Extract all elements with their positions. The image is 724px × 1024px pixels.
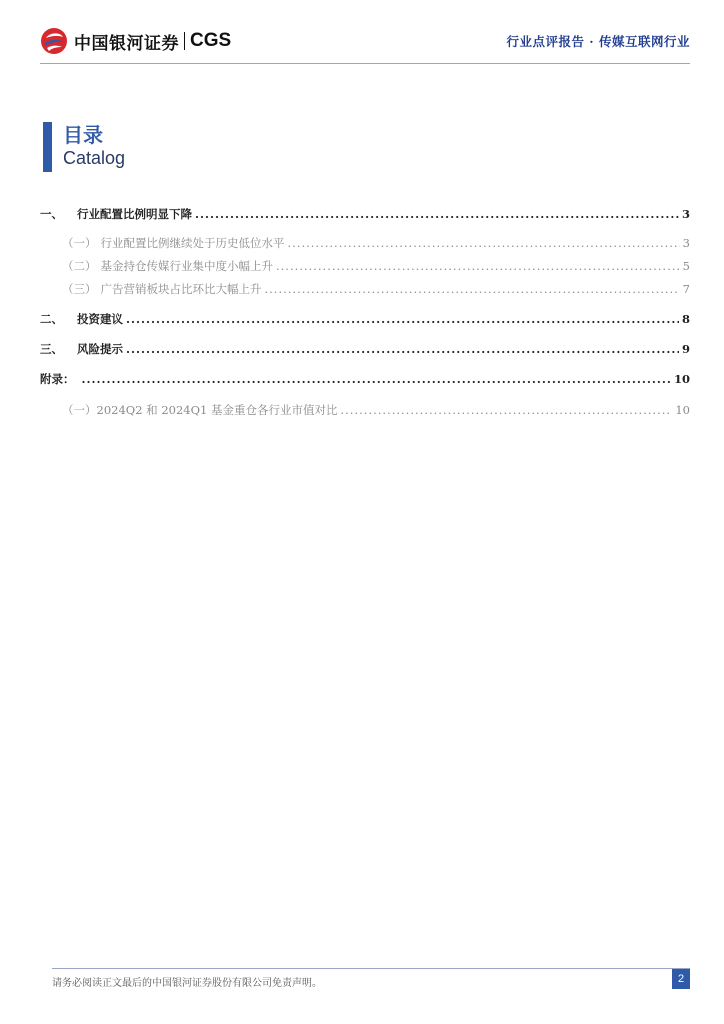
toc-entry[interactable]: [40, 235, 690, 251]
logo-separator: [184, 32, 185, 50]
toc-number: （一）: [62, 403, 97, 417]
toc-entry[interactable]: [40, 281, 690, 297]
toc-entry[interactable]: [40, 258, 690, 274]
toc-leader: [82, 372, 671, 386]
toc-title: 2024Q2 和 2024Q1 基金重仓各行业市值对比: [96, 403, 338, 417]
toc-leader: [195, 207, 679, 221]
toc-entry[interactable]: [40, 402, 690, 418]
toc-number: 二、: [40, 312, 63, 326]
toc-leader: [288, 236, 680, 250]
toc-title: 风险提示: [77, 342, 123, 356]
toc-entry[interactable]: [40, 341, 690, 357]
toc-number: （三）: [62, 282, 97, 296]
toc-entry[interactable]: [40, 311, 690, 327]
catalog-accent-bar: [43, 122, 52, 172]
report-type-label: 行业点评报告 · 传媒互联网行业: [506, 34, 690, 49]
toc-page: 5: [682, 259, 690, 273]
toc-page: 9: [681, 342, 690, 356]
toc-title: 基金持仓传媒行业集中度小幅上升: [100, 259, 273, 273]
toc-leader: [276, 259, 680, 273]
logo-english-text: CGS: [190, 30, 232, 51]
toc-leader: [341, 403, 673, 417]
toc-page: 3: [681, 207, 690, 221]
company-logo: [40, 26, 231, 56]
toc-number: （二）: [62, 259, 97, 273]
toc-leader: [126, 342, 679, 356]
toc-number: 三、: [40, 342, 63, 356]
toc-page: 10: [675, 403, 690, 417]
toc-number: 一、: [40, 207, 63, 221]
page-number-badge: 2: [672, 969, 690, 989]
toc-number: 附录：: [40, 372, 75, 386]
footer-disclaimer: 请务必阅读正文最后的中国银河证券股份有限公司免责声明。: [52, 978, 322, 989]
footer-divider: [52, 968, 690, 969]
catalog-title: 目录: [63, 123, 103, 147]
toc-page: 10: [673, 372, 690, 386]
toc-entry[interactable]: [40, 206, 690, 222]
logo-chinese-text: 中国银河证券: [74, 33, 179, 54]
toc-title: 投资建议: [77, 312, 123, 326]
toc-entry[interactable]: [40, 371, 690, 387]
toc-number: （一）: [62, 236, 97, 250]
toc-page: 7: [682, 282, 690, 296]
toc-title: 行业配置比例继续处于历史低位水平: [100, 236, 285, 250]
toc-leader: [126, 312, 679, 326]
toc-title: 行业配置比例明显下降: [77, 207, 192, 221]
toc-page: 8: [681, 312, 690, 326]
header-divider: [40, 63, 690, 64]
catalog-subtitle: Catalog: [63, 148, 126, 168]
toc-title: 广告营销板块占比环比大幅上升: [100, 282, 262, 296]
cgs-logo-icon: [40, 27, 68, 55]
toc-page: 3: [682, 236, 690, 250]
toc-leader: [265, 282, 680, 296]
